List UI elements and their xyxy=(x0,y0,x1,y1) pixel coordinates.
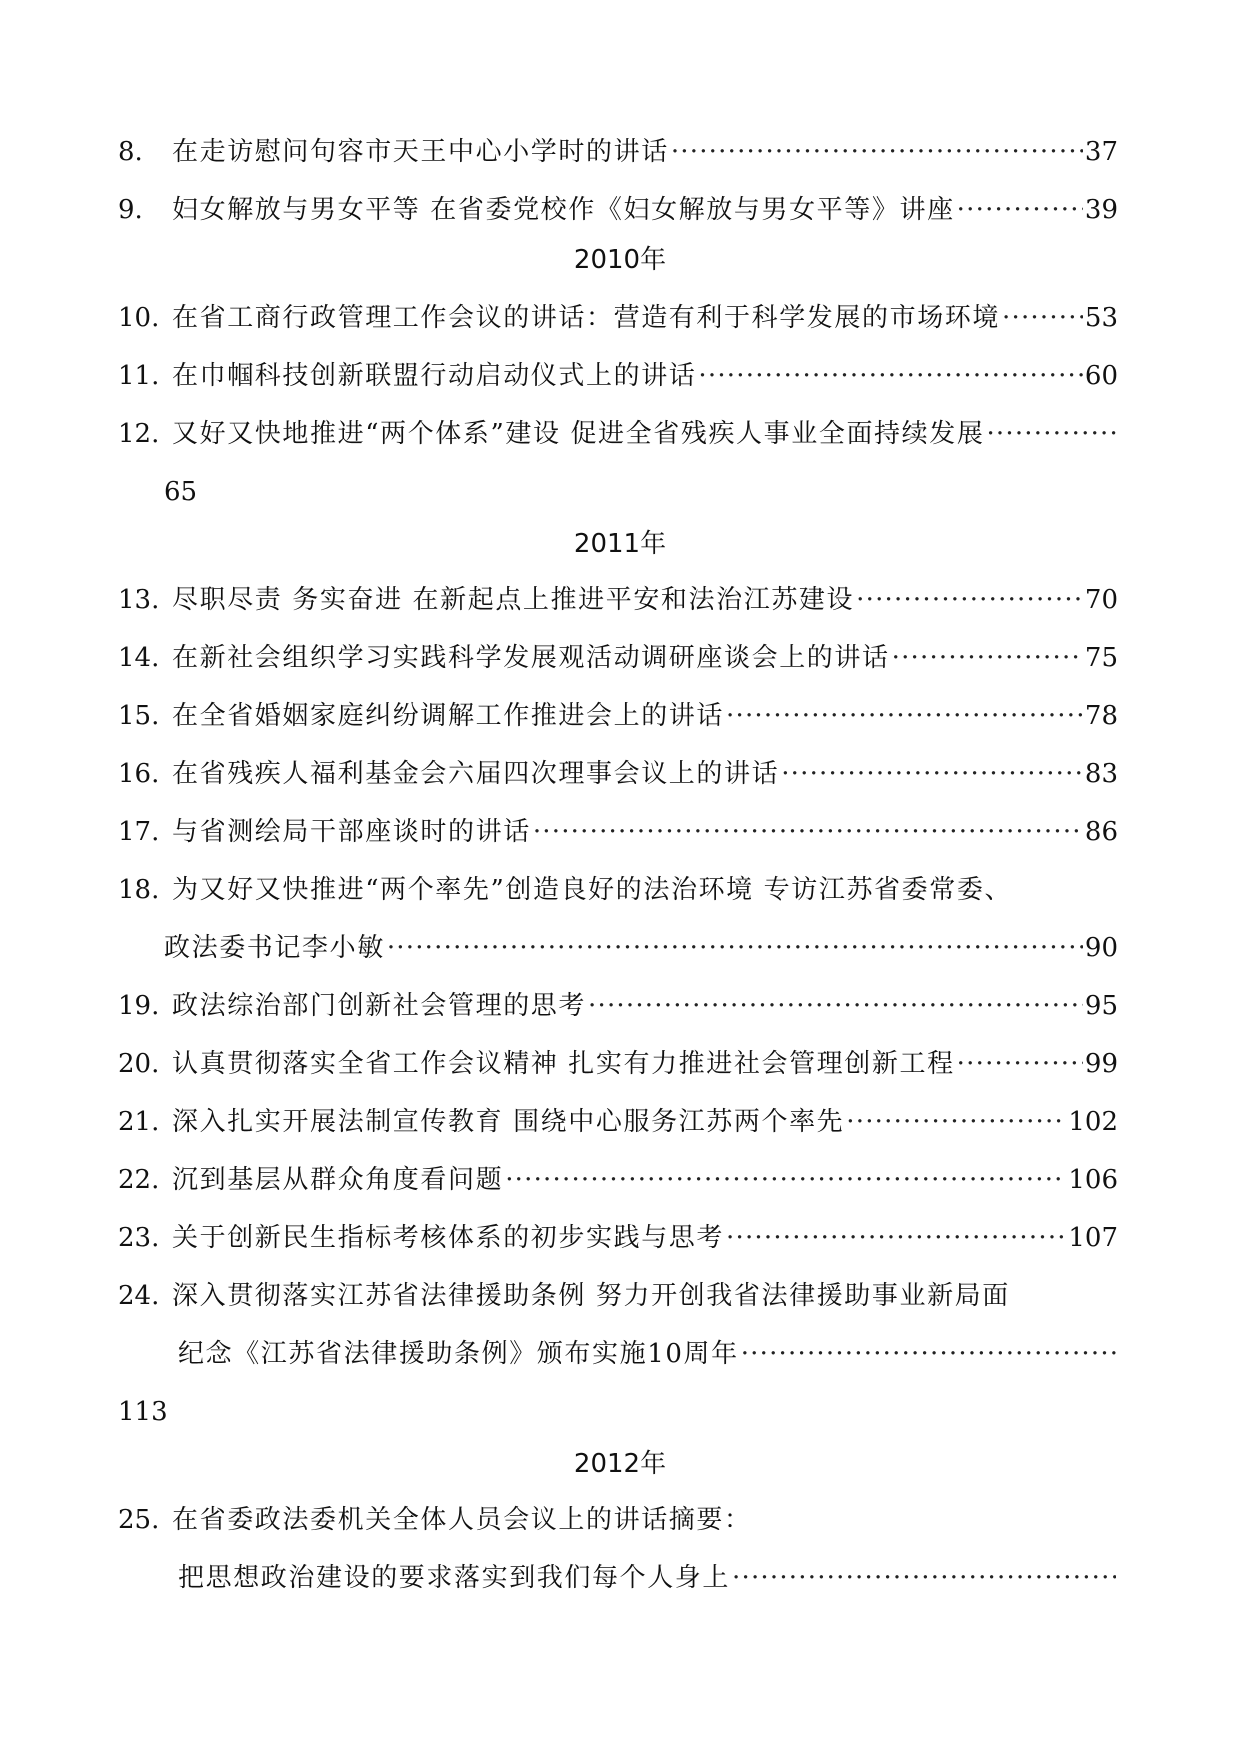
entry-number: 21. xyxy=(118,1107,160,1137)
entry-number: 9. xyxy=(118,195,143,225)
entry-title-line2: 纪念《江苏省法律援助条例》颁布实施10周年 xyxy=(178,1339,739,1369)
entry-number: 8. xyxy=(118,137,143,167)
entry-title: 在巾帼科技创新联盟行动启动仪式上的讲话 xyxy=(172,361,697,391)
entry-number: 25. xyxy=(118,1505,160,1535)
entry-number: 19. xyxy=(118,991,160,1021)
entry-number: 12. xyxy=(118,419,160,449)
entry-number: 13. xyxy=(118,585,160,615)
entry-page: 107 xyxy=(1068,1223,1118,1253)
toc-entry-23[interactable] xyxy=(118,1218,1118,1258)
dot-leader xyxy=(588,986,1083,1026)
entry-number: 14. xyxy=(118,643,160,673)
toc-entry-16[interactable] xyxy=(118,754,1118,794)
entry-title-line2: 把思想政治建设的要求落实到我们每个人身上 xyxy=(178,1563,731,1593)
dot-leader xyxy=(986,414,1116,454)
toc-entry-15[interactable] xyxy=(118,696,1118,736)
toc-entry-14[interactable] xyxy=(118,638,1118,678)
year-heading-2012: 2012年 xyxy=(573,1449,667,1479)
entry-page: 90 xyxy=(1084,933,1118,963)
entry-number: 18. xyxy=(118,875,160,905)
toc-entry-11[interactable] xyxy=(118,356,1118,396)
entry-page: 75 xyxy=(1084,643,1118,673)
entry-title: 深入贯彻落实江苏省法律援助条例 努力开创我省法律援助事业新局面 xyxy=(172,1281,1010,1311)
dot-leader xyxy=(781,754,1083,794)
entry-page: 39 xyxy=(1084,195,1118,225)
entry-title: 在省残疾人福利基金会六届四次理事会议上的讲话 xyxy=(172,759,780,789)
dot-leader xyxy=(387,928,1083,968)
dot-leader xyxy=(533,812,1083,852)
dot-leader xyxy=(957,1044,1083,1084)
toc-entry-20[interactable] xyxy=(118,1044,1118,1084)
dot-leader xyxy=(726,696,1083,736)
entry-page: 37 xyxy=(1084,137,1118,167)
entry-number: 23. xyxy=(118,1223,160,1253)
entry-title: 沉到基层从群众角度看问题 xyxy=(172,1165,504,1195)
entry-number: 10. xyxy=(118,303,160,333)
entry-page: 102 xyxy=(1068,1107,1118,1137)
dot-leader xyxy=(732,1558,1116,1598)
toc-entry-8[interactable] xyxy=(118,132,1118,172)
entry-title-line2: 政法委书记李小敏 xyxy=(164,933,385,963)
entry-title: 认真贯彻落实全省工作会议精神 扎实有力推进社会管理创新工程 xyxy=(172,1049,955,1079)
entry-title: 政法综治部门创新社会管理的思考 xyxy=(172,991,587,1021)
toc-entry-9[interactable] xyxy=(118,190,1118,230)
toc-entry-24-continued[interactable] xyxy=(178,1334,1118,1374)
entry-title: 在走访慰问句容市天王中心小学时的讲话 xyxy=(172,137,669,167)
entry-title: 深入扎实开展法制宣传教育 围绕中心服务江苏两个率先 xyxy=(172,1107,845,1137)
toc-entry-25[interactable] xyxy=(118,1500,1118,1540)
entry-title: 关于创新民生指标考核体系的初步实践与思考 xyxy=(172,1223,725,1253)
entry-number: 15. xyxy=(118,701,160,731)
entry-title: 尽职尽责 务实奋进 在新起点上推进平安和法治江苏建设 xyxy=(172,585,855,615)
entry-title: 在全省婚姻家庭纠纷调解工作推进会上的讲话 xyxy=(172,701,725,731)
entry-page: 78 xyxy=(1084,701,1118,731)
entry-number: 11. xyxy=(118,361,160,391)
toc-entry-18-continued[interactable] xyxy=(164,928,1118,968)
entry-page: 113 xyxy=(118,1397,168,1427)
entry-number: 17. xyxy=(118,817,160,847)
entry-title: 在省委政法委机关全体人员会议上的讲话摘要： xyxy=(172,1505,752,1535)
dot-leader xyxy=(726,1218,1066,1258)
entry-page: 106 xyxy=(1068,1165,1118,1195)
entry-number: 24. xyxy=(118,1281,160,1311)
dot-leader xyxy=(671,132,1083,172)
toc-entry-24[interactable] xyxy=(118,1276,1118,1316)
toc-entry-22[interactable] xyxy=(118,1160,1118,1200)
entry-page: 95 xyxy=(1084,991,1118,1021)
dot-leader xyxy=(505,1160,1066,1200)
dot-leader xyxy=(892,638,1083,678)
dot-leader xyxy=(698,356,1083,396)
toc-entry-25-continued[interactable] xyxy=(178,1558,1118,1598)
toc-entry-17[interactable] xyxy=(118,812,1118,852)
entry-page: 70 xyxy=(1084,585,1118,615)
dot-leader xyxy=(1002,298,1083,338)
entry-page: 53 xyxy=(1084,303,1118,333)
entry-page: 65 xyxy=(164,477,198,507)
toc-entry-12[interactable] xyxy=(118,414,1118,454)
toc-entry-18[interactable] xyxy=(118,870,1118,910)
entry-number: 16. xyxy=(118,759,160,789)
entry-number: 22. xyxy=(118,1165,160,1195)
toc-entry-13[interactable] xyxy=(118,580,1118,620)
entry-page: 86 xyxy=(1084,817,1118,847)
dot-leader xyxy=(957,190,1083,230)
toc-entry-19[interactable] xyxy=(118,986,1118,1026)
dot-leader xyxy=(856,580,1083,620)
dot-leader xyxy=(846,1102,1066,1142)
entry-number: 20. xyxy=(118,1049,160,1079)
entry-page: 60 xyxy=(1084,361,1118,391)
dot-leader xyxy=(741,1334,1116,1374)
year-heading-2011: 2011年 xyxy=(573,529,667,559)
year-heading-2010: 2010年 xyxy=(573,245,667,275)
entry-title: 为又好又快推进“两个率先”创造良好的法治环境 专访江苏省委常委、 xyxy=(172,875,1013,905)
entry-title: 妇女解放与男女平等 在省委党校作《妇女解放与男女平等》讲座 xyxy=(172,195,955,225)
entry-title: 与省测绘局干部座谈时的讲话 xyxy=(172,817,531,847)
entry-title: 在省工商行政管理工作会议的讲话：营造有利于科学发展的市场环境 xyxy=(172,303,1001,333)
entry-title: 又好又快地推进“两个体系”建设 促进全省残疾人事业全面持续发展 xyxy=(172,419,985,449)
toc-entry-21[interactable] xyxy=(118,1102,1118,1142)
entry-title: 在新社会组织学习实践科学发展观活动调研座谈会上的讲话 xyxy=(172,643,890,673)
entry-page: 83 xyxy=(1084,759,1118,789)
entry-page: 99 xyxy=(1084,1049,1118,1079)
toc-entry-10[interactable] xyxy=(118,298,1118,338)
